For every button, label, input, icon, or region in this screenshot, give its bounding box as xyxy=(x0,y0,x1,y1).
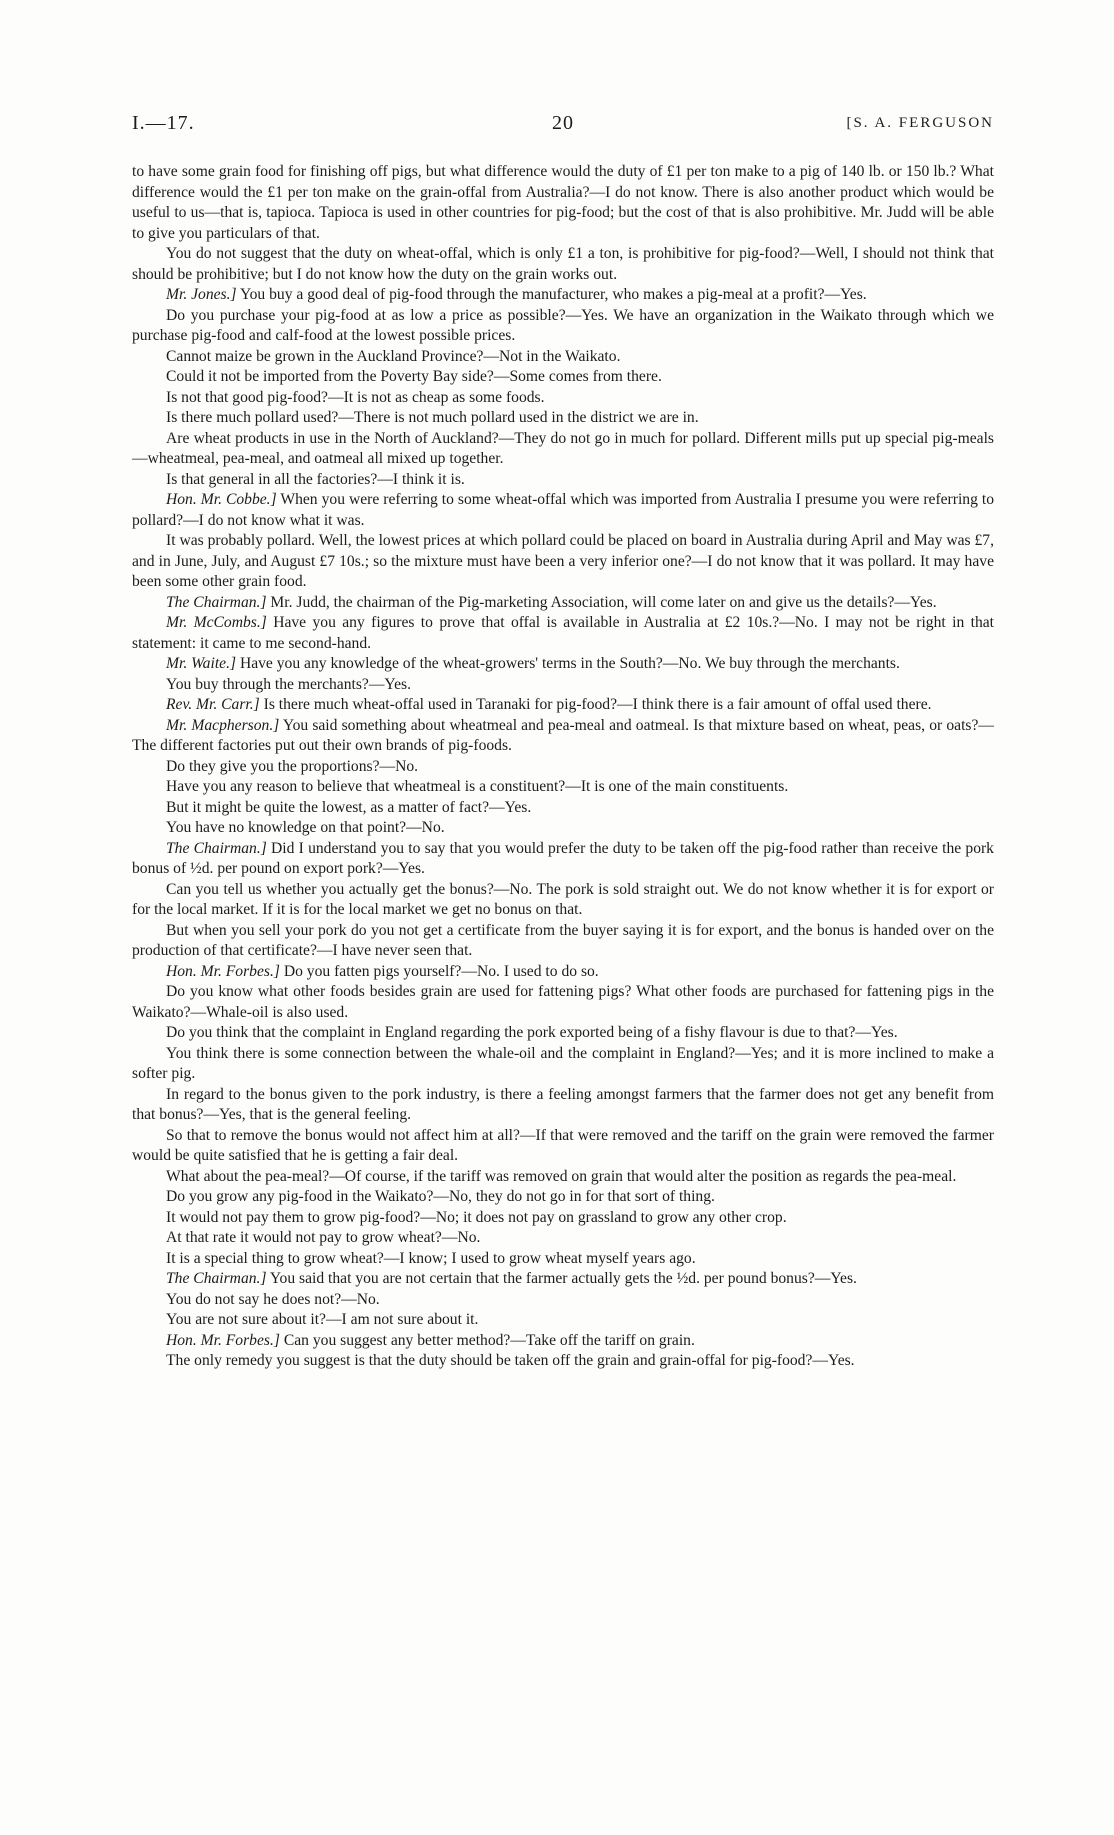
transcript-paragraph xyxy=(132,675,994,696)
transcript-paragraph xyxy=(132,429,994,470)
page-header xyxy=(132,112,994,142)
paragraph-text: You said that you are not certain that the farmer actually gets the ½d. per pound bonus?—Yes. xyxy=(269,1270,857,1287)
paragraph-text: At that rate it would not pay to grow wheat?—No. xyxy=(166,1229,481,1246)
paragraph-text: Have you any knowledge of the wheat-growers' terms in the South?—No. We buy through the merchants. xyxy=(239,655,900,672)
paragraph-text: to have some grain food for finishing off pigs, but what difference would the duty of £1 per ton make to a pig of 140 lb. or 150 lb.? What difference would the £1 per ton make on the grain-offal from Australia?—I do not know. There is also another product which would be useful to us—that is, tapioca. Tapioca is used in other countries for pig-food; but the cost of that is also prohibitive. Mr. Judd will be able to give you particulars of that. xyxy=(132,163,994,242)
transcript-paragraph xyxy=(132,1310,994,1331)
transcript-paragraph xyxy=(132,1290,994,1311)
paragraph-text: Do you grow any pig-food in the Waikato?—No, they do not go in for that sort of thing. xyxy=(166,1188,715,1205)
speaker-label: Mr. Jones.] xyxy=(166,286,237,303)
paragraph-text: You buy through the merchants?—Yes. xyxy=(166,675,412,693)
speaker-label: The Chairman.] xyxy=(166,1270,267,1287)
paragraph-text: You buy a good deal of pig-food through the manufacturer, who makes a pig-meal at a profit?—Yes. xyxy=(239,286,867,303)
transcript-paragraph xyxy=(132,593,994,614)
paragraph-text: Do you purchase your pig-food at as low a price as possible?—Yes. We have an organization in the Waikato through which we purchase pig-food and calf-food at the lowest possible prices. xyxy=(132,306,994,344)
paragraph-text: It was probably pollard. Well, the lowest prices at which pollard could be placed on board in Australia during April and May was £7, and in June, July, and August £7 10s.; so the mixture must have been a very inferior one?—I do not know that it was pollard. It may have been some other grain food. xyxy=(132,532,994,590)
transcript-paragraph xyxy=(132,306,994,347)
transcript-paragraph xyxy=(132,818,994,839)
transcript-paragraph xyxy=(132,654,994,675)
paragraph-text: It would not pay them to grow pig-food?—No; it does not pay on grassland to grow any other crop. xyxy=(166,1208,787,1226)
speaker-label: Mr. Waite.] xyxy=(166,655,237,672)
paragraph-text: Can you tell us whether you actually get the bonus?—No. The pork is sold straight out. We do not know whether it is for export or for the local market. If it is for the local market we get no bonus on that. xyxy=(132,880,994,918)
transcript-paragraph xyxy=(132,1351,994,1372)
paragraph-text: But when you sell your pork do you not get a certificate from the buyer saying it is for export, and the bonus is handed over on the production of that certificate?—I have never seen that. xyxy=(132,921,994,959)
paragraph-text: Is there much wheat-offal used in Taranaki for pig-food?—I think there is a fair amount of offal used there. xyxy=(263,696,932,713)
transcript-paragraph xyxy=(132,367,994,388)
paragraph-text: Have you any figures to prove that offal is available in Australia at £2 10s.?—No. I may not be right in that statement: it came to me second-hand. xyxy=(132,614,994,652)
paragraph-text: Cannot maize be grown in the Auckland Province?—Not in the Waikato. xyxy=(166,347,621,365)
transcript-paragraph xyxy=(132,347,994,368)
speaker-label: The Chairman.] xyxy=(166,839,267,857)
transcript-paragraph xyxy=(132,798,994,819)
paragraph-text: Are wheat products in use in the North of Auckland?—They do not go in much for pollard. Different mills put up special pig-meals—wheatmeal, pea-meal, and oatmeal all mixed up together. xyxy=(132,429,994,467)
paragraph-text: You do not say he does not?—No. xyxy=(166,1290,380,1308)
paragraph-text: When you were referring to some wheat-offal which was imported from Australia I presume you were referring to pollard?—I do not know what it was. xyxy=(132,491,994,529)
transcript-paragraph xyxy=(132,1126,994,1167)
speaker-label: Mr. McCombs.] xyxy=(166,614,267,631)
transcript-paragraph xyxy=(132,1269,994,1290)
paragraph-text: The only remedy you suggest is that the duty should be taken off the grain and grain-offal for pig-food?—Yes. xyxy=(166,1352,855,1369)
transcript-paragraph xyxy=(132,982,994,1023)
transcript-paragraph xyxy=(132,531,994,593)
speaker-label: The Chairman.] xyxy=(166,593,267,611)
transcript-paragraph xyxy=(132,470,994,491)
paragraph-text: Have you any reason to believe that wheatmeal is a constituent?—It is one of the main constituents. xyxy=(166,778,789,795)
paper-reference: I.—17. xyxy=(132,112,195,134)
transcript-paragraph xyxy=(132,1023,994,1044)
paragraph-text: In regard to the bonus given to the pork industry, is there a feeling amongst farmers that the farmer does not get any benefit from that bonus?—Yes, that is the general feeling. xyxy=(132,1085,994,1123)
paragraph-text: What about the pea-meal?—Of course, if the tariff was removed on grain that would alter the position as regards the pea-meal. xyxy=(166,1167,957,1185)
paragraph-text: You said something about wheatmeal and pea-meal and oatmeal. Is that mixture based on wheat, peas, or oats?—The different factories put out their own brands of pig-foods. xyxy=(132,716,994,754)
transcript-paragraph xyxy=(132,1044,994,1085)
paragraph-text: Did I understand you to say that you would prefer the duty to be taken off the pig-food rather than receive the pork bonus of ½d. per pound on export pork?—Yes. xyxy=(132,839,994,877)
paragraph-text: Is not that good pig-food?—It is not as cheap as some foods. xyxy=(166,388,545,406)
paragraph-text: Do you know what other foods besides grain are used for fattening pigs? What other foods are purchased for fattening pigs in the Waikato?—Whale-oil is also used. xyxy=(132,983,994,1021)
paragraph-text: But it might be quite the lowest, as a matter of fact?—Yes. xyxy=(166,798,532,816)
transcript-paragraph xyxy=(132,777,994,798)
transcript-paragraph xyxy=(132,757,994,778)
transcript-paragraph xyxy=(132,490,994,531)
speaker-label: Hon. Mr. Forbes.] xyxy=(166,962,280,980)
transcript-paragraph xyxy=(132,1187,994,1208)
transcript-paragraph xyxy=(132,839,994,880)
paragraph-text: Do they give you the proportions?—No. xyxy=(166,757,419,775)
speaker-label: Hon. Mr. Cobbe.] xyxy=(166,491,277,508)
transcript-paragraph xyxy=(132,962,994,983)
evidence-transcript xyxy=(132,162,994,1372)
paragraph-text: It is a special thing to grow wheat?—I know; I used to grow wheat myself years ago. xyxy=(166,1249,696,1267)
paragraph-text: Is that general in all the factories?—I think it is. xyxy=(166,470,465,488)
transcript-paragraph xyxy=(132,613,994,654)
paragraph-text: You have no knowledge on that point?—No. xyxy=(166,819,445,836)
transcript-paragraph xyxy=(132,244,994,285)
transcript-paragraph xyxy=(132,408,994,429)
transcript-paragraph xyxy=(132,695,994,716)
transcript-paragraph xyxy=(132,1228,994,1249)
paragraph-text: Do you think that the complaint in England regarding the pork exported being of a fishy flavour is due to that?—Yes. xyxy=(166,1024,898,1041)
transcript-paragraph xyxy=(132,880,994,921)
transcript-paragraph xyxy=(132,1249,994,1270)
transcript-paragraph xyxy=(132,388,994,409)
speaker-label: Rev. Mr. Carr.] xyxy=(166,696,260,713)
transcript-paragraph xyxy=(132,162,994,244)
paragraph-text: Can you suggest any better method?—Take off the tariff on grain. xyxy=(283,1331,695,1349)
transcript-paragraph xyxy=(132,1208,994,1229)
transcript-paragraph xyxy=(132,1167,994,1188)
transcript-paragraph xyxy=(132,716,994,757)
paragraph-text: You do not suggest that the duty on wheat-offal, which is only £1 a ton, is prohibitive for pig-food?—Well, I should not think that should be prohibitive; but I do not know how the duty on the grain works out. xyxy=(132,245,994,283)
paragraph-text: Mr. Judd, the chairman of the Pig-marketing Association, will come later on and give us the details?—Yes. xyxy=(270,593,937,611)
page-number: 20 xyxy=(552,112,574,134)
paragraph-text: Do you fatten pigs yourself?—No. I used to do so. xyxy=(283,962,599,980)
transcript-paragraph xyxy=(132,921,994,962)
speaker-label: Mr. Macpherson.] xyxy=(166,716,280,734)
paragraph-text: You think there is some connection between the whale-oil and the complaint in England?—Yes; and it is more inclined to make a softer pig. xyxy=(132,1044,994,1082)
transcript-paragraph xyxy=(132,1085,994,1126)
witness-name: [S. A. FERGUSON xyxy=(846,115,994,131)
transcript-paragraph xyxy=(132,1331,994,1352)
paragraph-text: So that to remove the bonus would not affect him at all?—If that were removed and the tariff on the grain were removed the farmer would be quite satisfied that he is getting a fair deal. xyxy=(132,1126,994,1164)
transcript-paragraph xyxy=(132,285,994,306)
speaker-label: Hon. Mr. Forbes.] xyxy=(166,1331,280,1349)
paragraph-text: You are not sure about it?—I am not sure about it. xyxy=(166,1311,479,1328)
paragraph-text: Could it not be imported from the Poverty Bay side?—Some comes from there. xyxy=(166,368,662,385)
paragraph-text: Is there much pollard used?—There is not much pollard used in the district we are in. xyxy=(166,409,699,426)
